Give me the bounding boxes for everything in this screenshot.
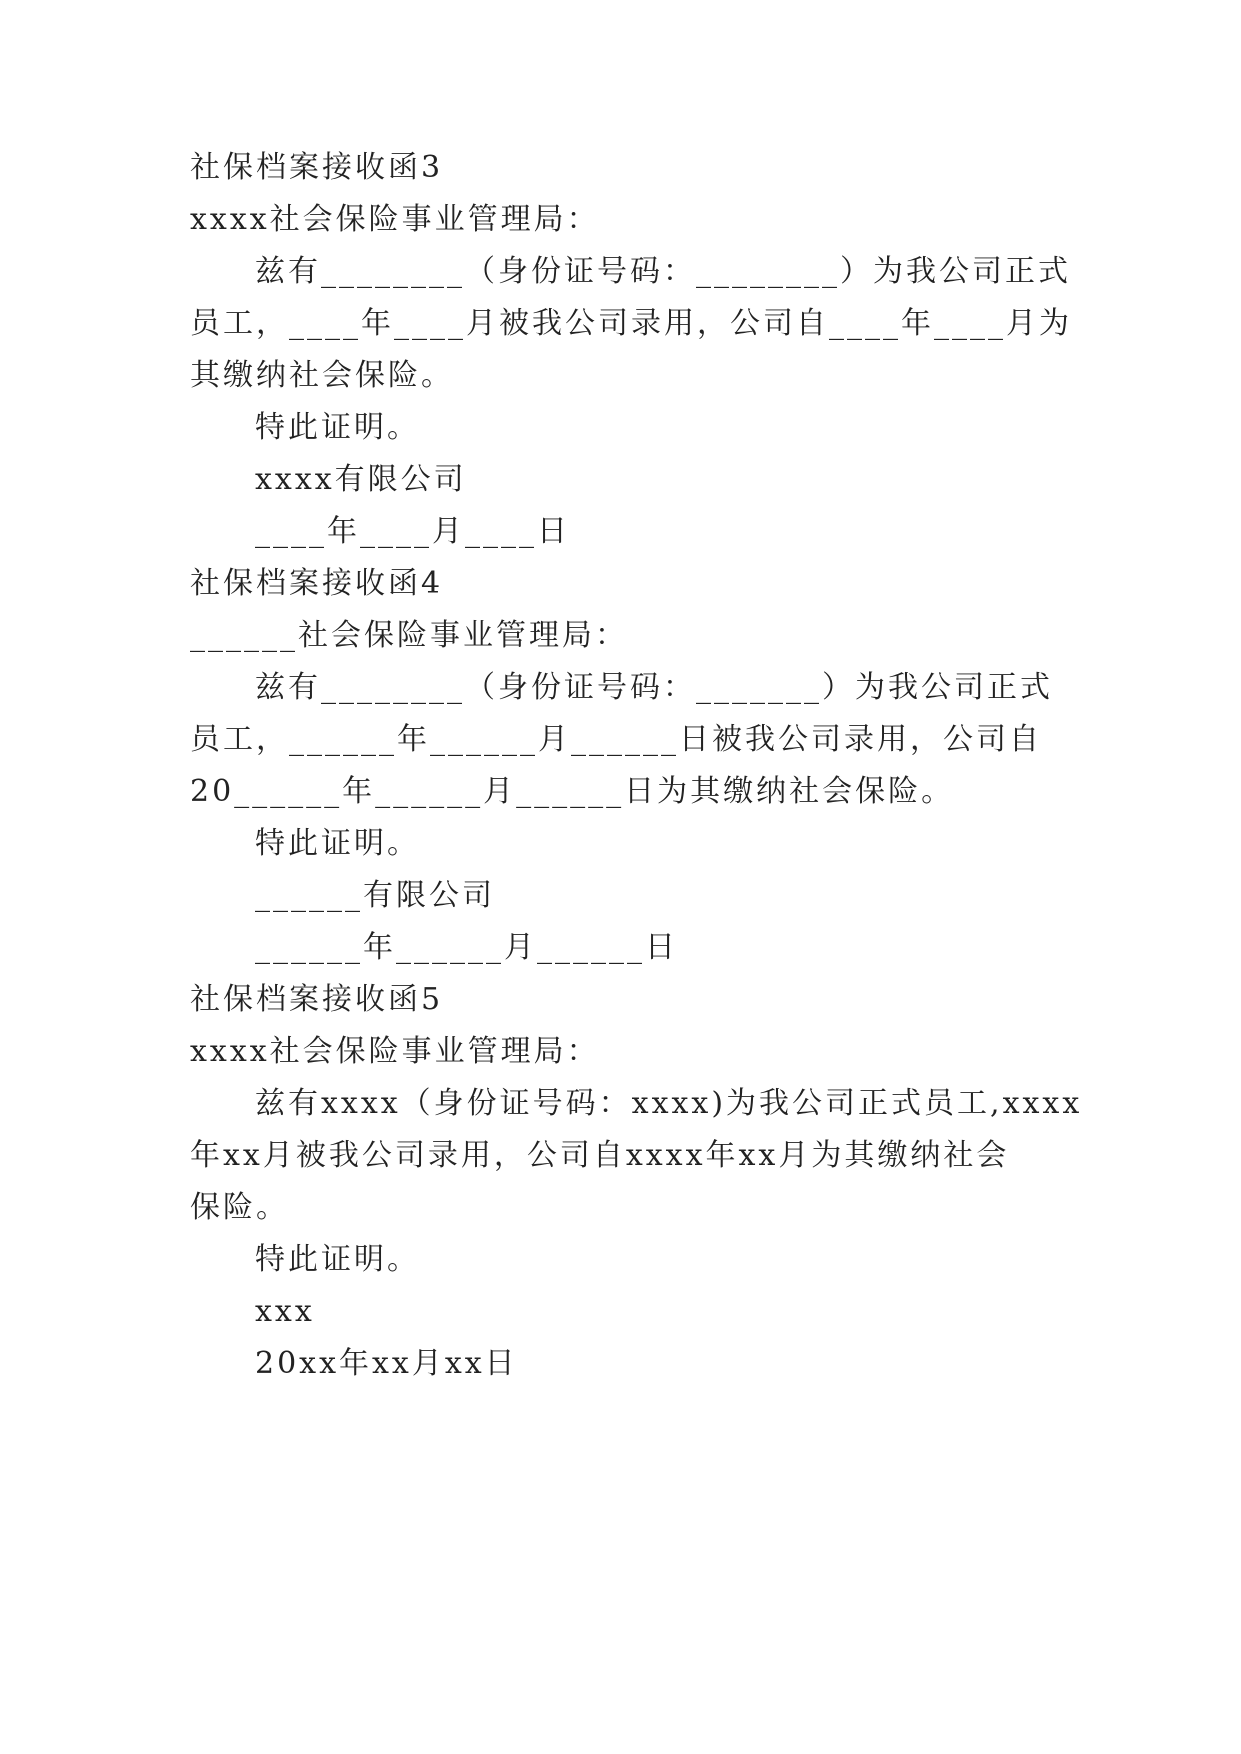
body-line: 员工，____年____月被我公司录用，公司自____年____月为 [190, 306, 1072, 341]
signature: xxxx有限公司 [255, 462, 467, 497]
addressee: xxxx社会保险事业管理局： [190, 202, 600, 237]
section-title: 社保档案接收函3 [190, 150, 444, 185]
body-line: 兹有________（身份证号码：________）为我公司正式 [255, 254, 1071, 289]
body-line: 兹有________（身份证号码：_______）为我公司正式 [255, 670, 1053, 705]
addressee: xxxx社会保险事业管理局： [190, 1034, 600, 1069]
body-line: 保险。 [190, 1190, 289, 1225]
body-line: 年xx月被我公司录用，公司自xxxx年xx月为其缴纳社会 [190, 1138, 1010, 1173]
signature: ______有限公司 [255, 878, 495, 913]
body-line: 兹有xxxx（身份证号码：xxxx)为我公司正式员工,xxxx [255, 1086, 1083, 1121]
closing: 特此证明。 [255, 410, 420, 445]
signature: xxx [255, 1294, 315, 1329]
section-title: 社保档案接收函5 [190, 982, 444, 1017]
body-line: 员工，______年______月______日被我公司录用，公司自 [190, 722, 1042, 757]
date-line: ______年______月______日 [255, 930, 678, 965]
body-line: 其缴纳社会保险。 [190, 358, 454, 393]
date-line: 20xx年xx月xx日 [255, 1346, 518, 1381]
section-title: 社保档案接收函4 [190, 566, 444, 601]
closing: 特此证明。 [255, 1242, 420, 1277]
closing: 特此证明。 [255, 826, 420, 861]
body-line: 20______年______月______日为其缴纳社会保险。 [190, 774, 955, 809]
addressee: ______社会保险事业管理局： [190, 618, 628, 653]
date-line: ____年____月____日 [255, 514, 570, 549]
